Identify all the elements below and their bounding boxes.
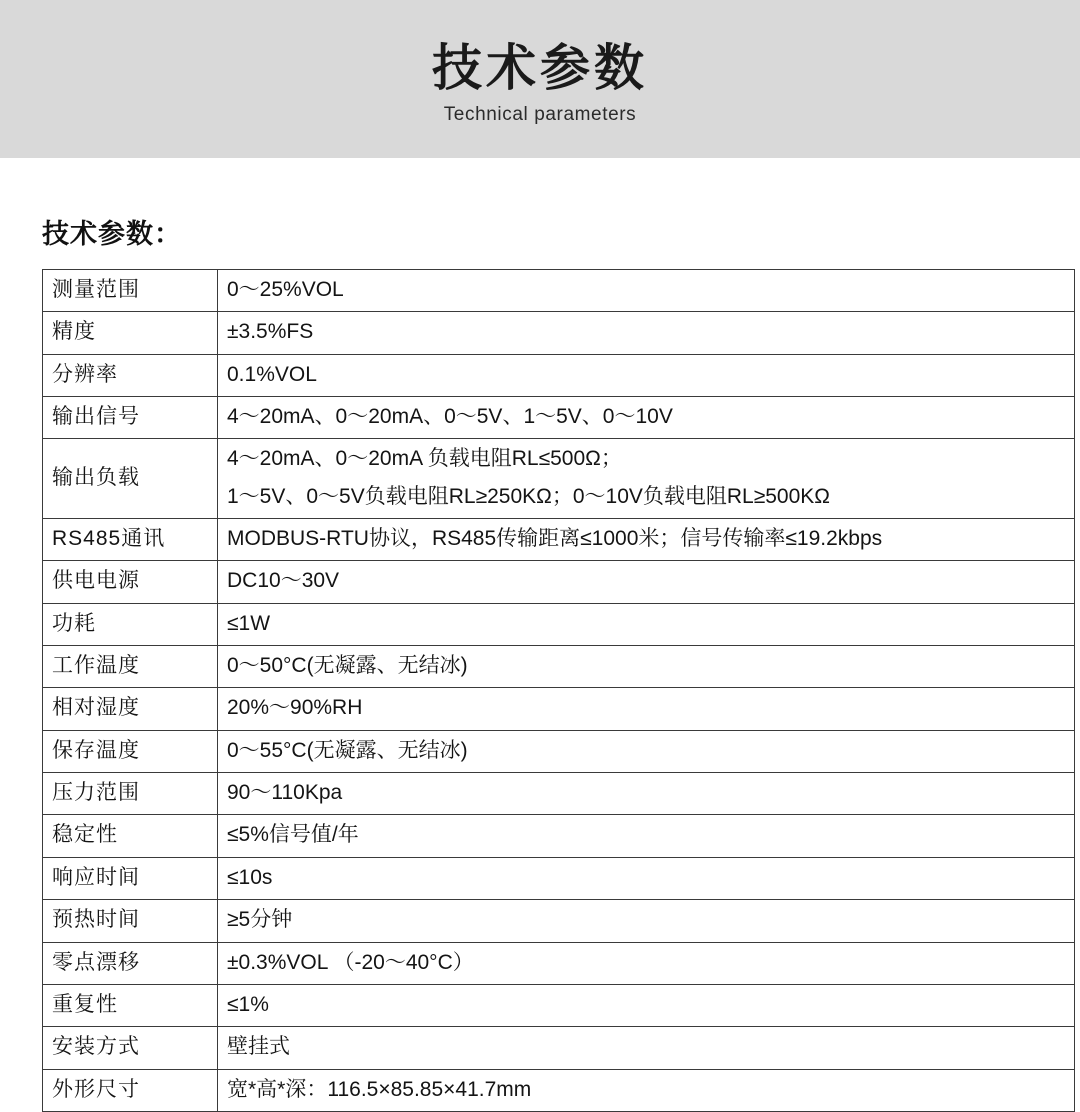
spec-value-line: 0～50°C(无凝露、无结冰) [227, 654, 468, 678]
spec-value-line: ±0.3%VOL （-20～40°C） [227, 950, 474, 974]
spec-value-line: 4～20mA、0～20mA、0～5V、1～5V、0～10V [227, 405, 673, 429]
spec-value [218, 942, 1075, 984]
spec-value [218, 857, 1075, 899]
spec-label: 预热时间 [43, 900, 218, 942]
spec-value-line: DC10～30V [227, 569, 340, 593]
table-row [43, 312, 1075, 354]
table-row [43, 646, 1075, 688]
spec-value [218, 730, 1075, 772]
banner-subtitle: Technical parameters [443, 103, 637, 125]
spec-value [218, 354, 1075, 396]
table-row [43, 397, 1075, 439]
spec-value-line: 壁挂式 [227, 1035, 290, 1059]
spec-value [218, 519, 1075, 561]
spec-label: 响应时间 [43, 857, 218, 899]
spec-value-line: ≤10s [227, 865, 273, 889]
table-row [43, 1027, 1075, 1069]
table-row [43, 1069, 1075, 1111]
spec-value-line: MODBUS-RTU协议，RS485传输距离≤1000米；信号传输率≤19.2kbps [227, 527, 883, 551]
specifications-table [42, 269, 1075, 1112]
spec-label: 供电电源 [43, 561, 218, 603]
spec-value [218, 397, 1075, 439]
table-row [43, 270, 1075, 312]
spec-label: 精度 [43, 312, 218, 354]
spec-label: 保存温度 [43, 730, 218, 772]
spec-label: 安装方式 [43, 1027, 218, 1069]
spec-label: RS485通讯 [43, 519, 218, 561]
banner-title: 技术参数 [432, 40, 648, 97]
spec-value [218, 1069, 1075, 1111]
page-banner [0, 0, 1080, 158]
spec-label: 零点漂移 [43, 942, 218, 984]
table-row [43, 773, 1075, 815]
spec-label: 稳定性 [43, 815, 218, 857]
spec-value-line: 宽*高*深：116.5×85.85×41.7mm [227, 1077, 532, 1101]
spec-label: 重复性 [43, 984, 218, 1026]
spec-table-body [43, 270, 1075, 1112]
table-row [43, 354, 1075, 396]
table-row [43, 815, 1075, 857]
spec-value [218, 312, 1075, 354]
spec-label: 相对湿度 [43, 688, 218, 730]
spec-value [218, 270, 1075, 312]
spec-value [218, 984, 1075, 1026]
spec-value [218, 900, 1075, 942]
spec-label: 输出信号 [43, 397, 218, 439]
table-row [43, 688, 1075, 730]
spec-value-line: 90～110Kpa [227, 781, 343, 805]
table-row [43, 942, 1075, 984]
table-row [43, 900, 1075, 942]
spec-value-line: ≤5%信号值/年 [227, 823, 359, 847]
spec-label: 功耗 [43, 603, 218, 645]
spec-value [218, 561, 1075, 603]
spec-value-line: ±3.5%FS [227, 320, 314, 344]
section-heading: 技术参数： [42, 219, 182, 249]
spec-value-line: 1～5V、0～5V负载电阻RL≥250KΩ；0～10V负载电阻RL≥500KΩ [227, 484, 831, 508]
spec-value-line: ≤1W [227, 611, 271, 635]
spec-value-line: ≥5分钟 [227, 908, 293, 932]
spec-label: 外形尺寸 [43, 1069, 218, 1111]
spec-label: 分辨率 [43, 354, 218, 396]
spec-label: 工作温度 [43, 646, 218, 688]
spec-value [218, 773, 1075, 815]
table-row [43, 603, 1075, 645]
table-row [43, 984, 1075, 1026]
spec-label: 输出负载 [43, 439, 218, 519]
table-row [43, 730, 1075, 772]
spec-value-line: 0～25%VOL [227, 278, 344, 301]
table-row [43, 857, 1075, 899]
table-row [43, 439, 1075, 519]
spec-label: 测量范围 [43, 270, 218, 312]
spec-value [218, 439, 1075, 519]
spec-value [218, 815, 1075, 857]
spec-value-line: 20%～90%RH [227, 696, 363, 720]
spec-label: 压力范围 [43, 773, 218, 815]
spec-value [218, 603, 1075, 645]
spec-value [218, 1027, 1075, 1069]
spec-value [218, 688, 1075, 730]
spec-value [218, 646, 1075, 688]
content-area [0, 212, 1080, 1112]
spec-value-line: 0～55°C(无凝露、无结冰) [227, 738, 468, 762]
spec-value-line: ≤1% [227, 992, 269, 1016]
table-row [43, 561, 1075, 603]
table-row [43, 519, 1075, 561]
spec-value-line: 0.1%VOL [227, 362, 317, 386]
spec-value-line: 4～20mA、0～20mA 负载电阻RL≤500Ω； [227, 447, 622, 471]
